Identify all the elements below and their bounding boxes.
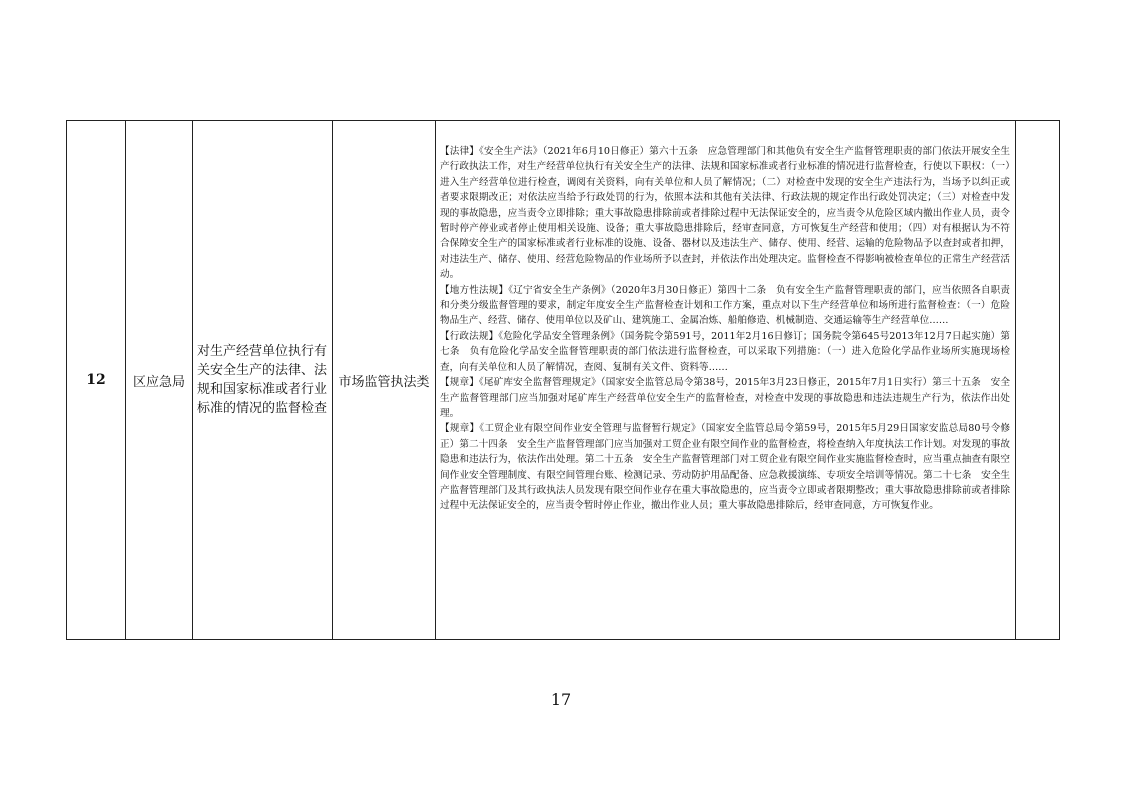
basis-paragraph: 【法律】《安全生产法》（2021年6月10日修正）第六十五条 应急管理部门和其他负有安全生产监督管理职责的部门依法开展安全生产行政执法工作，对生产经营单位执行有关安全生产的法律、法规和国家标准或者行业标准的情况进行监督检查，行使以下职权：（一）进入生产经营单位进行检查，调阅有关资料，向有关单位和人员了解情况；（二）对检查中发现的安全生产违法行为，当场予以纠正或者要求限期改正；对依法应当给予行政处罚的行为，依照本法和其他有关法律、行政法规的规定作出行政处罚决定；（三）对检查中发现的事故隐患，应当责令立即排除；重大事故隐患排除前或者排除过程中无法保证安全的，应当责令从危险区域内撤出作业人员，责令暂时停产停业或者停止使用相关设施、设备；重大事故隐患排除后，经审查同意，方可恢复生产经营和使用；（四）对有根据认为不符合保障安全生产的国家标准或者行业标准的设施、设备、器材以及违法生产、储存、使用、经营、运输的危险物品予以查封或者扣押，对违法生产、储存、使用、经营危险物品的作业场所予以查封，并依法作出处理决定。监督检查不得影响被检查单位的正常生产经营活动。 (440, 146, 1010, 281)
basis-paragraph: 【行政法规】《危险化学品安全管理条例》（国务院令第591号，2011年2月16日修订；国务院令第645号2013年12月7日起实施）第七条 负有危险化学品安全监督管理职责的部门依法进行监督检查，可以采取下列措施：（一）进入危险化学品作业场所实施现场检查，向有关单位和人员了解情况，查阅、复制有关文件、资料等…… (440, 330, 1010, 373)
enforcement-table (66, 120, 1060, 640)
page-number: 17 (550, 690, 572, 709)
table-row (67, 121, 1060, 640)
basis-paragraph: 【地方性法规】《辽宁省安全生产条例》（2020年3月30日修正）第四十二条 负有安全生产监督管理职责的部门，应当依照各自职责和分类分级监督管理的要求，制定年度安全生产监督检查计划和工作方案，重点对以下生产经营单位和场所进行监督检查：（一）危险物品生产、经营、储存、使用单位以及矿山、建筑施工、金属冶炼、船舶修造、机械制造、交通运输等生产经营单位…… (440, 284, 1010, 327)
legal-basis-cell (436, 121, 1016, 640)
department-cell: 区应急局 (126, 121, 193, 640)
inspection-item-cell: 对生产经营单位执行有关安全生产的法律、法规和国家标准或者行业标准的情况的监督检查 (193, 121, 333, 640)
note-cell (1016, 121, 1060, 640)
row-number-cell: 12 (67, 121, 126, 640)
basis-paragraph: 【规章】《尾矿库安全监督管理规定》（国家安全监管总局令第38号，2015年3月23日修正，2015年7月1日实行）第三十五条 安全生产监督管理部门应当加强对尾矿库生产经营单位安全生产的监督检查，对检查中发现的事故隐患和违法违规生产行为，依法作出处理。 (440, 377, 1010, 419)
category-cell: 市场监管执法类 (333, 121, 436, 640)
basis-paragraph: 【规章】《工贸企业有限空间作业安全管理与监督暂行规定》（国家安全监管总局令第59号，2015年5月29日国家安监总局80号令修正）第二十四条 安全生产监督管理部门应当加强对工贸企业有限空间作业的监督检查，将检查纳入年度执法工作计划。对发现的事故隐患和违法行为，依法作出处理。第二十五条 安全生产监督管理部门对工贸企业有限空间作业实施监督检查时，应当重点抽查有限空间作业安全管理制度、有限空间管理台账、检测记录、劳动防护用品配备、应急救援演练、专项安全培训等情况。第二十七条 安全生产监督管理部门及其行政执法人员发现有限空间作业存在重大事故隐患的，应当责令立即或者限期整改；重大事故隐患排除前或者排除过程中无法保证安全的，应当责令暂时停止作业，撤出作业人员；重大事故隐患排除后，经审查同意，方可恢复作业。 (440, 423, 1010, 512)
